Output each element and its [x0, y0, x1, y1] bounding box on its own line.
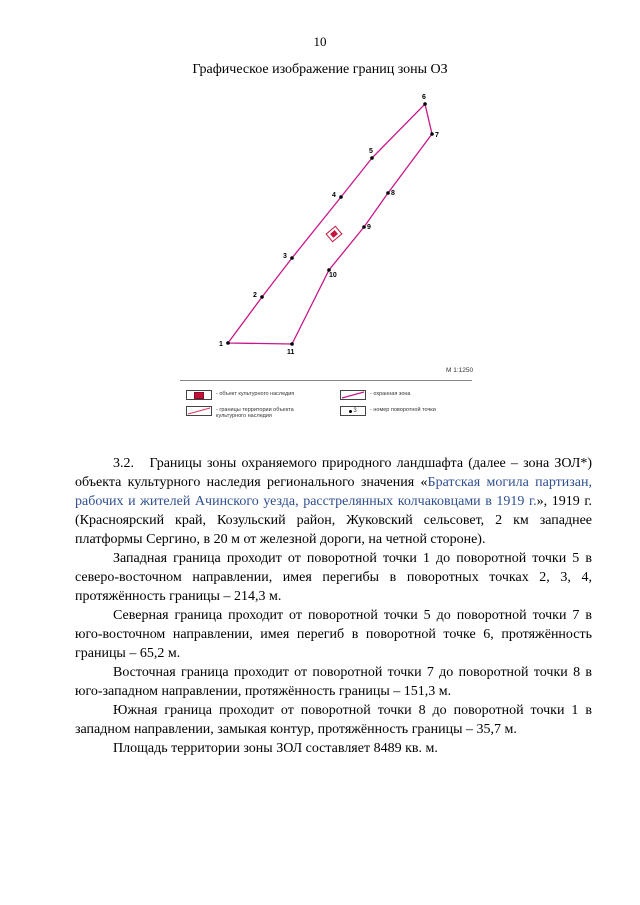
legend-divider — [180, 380, 472, 381]
legend-object-swatch — [186, 390, 212, 400]
legend-territory — [186, 406, 296, 420]
turning-point-marker — [362, 225, 366, 229]
turning-point-label: 10 — [329, 272, 337, 279]
turning-point-marker — [370, 156, 374, 160]
turning-point-label: 2 — [253, 292, 257, 299]
turning-point-marker — [430, 132, 434, 136]
turning-point-marker — [423, 102, 427, 106]
heritage-object-name: Братская могила партизан, рабочих и жителей Ачинского уезда, расстрелянных колчаковцами в 1919 г. — [75, 475, 592, 509]
turning-point-marker — [339, 195, 343, 199]
turning-point-label: 6 — [422, 94, 426, 101]
legend-point-label: - номер поворотной точки — [370, 407, 436, 413]
turning-points — [219, 94, 439, 356]
body-text — [75, 454, 592, 758]
figure-title: Графическое изображение границ зоны ОЗ — [192, 62, 448, 77]
turning-point-label: 7 — [435, 132, 439, 139]
legend-point — [340, 406, 436, 416]
legend-territory-label: - границы территории объекта культурного наследия — [216, 407, 294, 420]
paragraph-1-end: », 1919 г. (Красноярский край, Козульский район, Жуковский сельсовет, 2 км западнее платформы Сергино, в 20 м от железной дороги, на четной стороне). — [75, 494, 592, 547]
paragraph-south-boundary: Южная граница проходит от поворотной точки 8 до поворотной точки 1 в западном направлении, замыкая контур, протяжённость границы – 35,7 м. — [75, 703, 592, 737]
legend-territory-swatch — [186, 406, 212, 416]
turning-point-marker — [386, 191, 390, 195]
paragraph-1-start: Границы зоны охраняемого природного ландшафта (далее – зона ЗОЛ*) объекта культурного наследия регионального значения « — [75, 456, 592, 490]
turning-point-label: 11 — [287, 349, 295, 356]
legend-point-sample: 3 — [353, 408, 357, 414]
turning-point-marker — [260, 295, 264, 299]
turning-point-marker — [290, 256, 294, 260]
legend-zone-swatch — [340, 390, 366, 400]
paragraph-west-boundary: Западная граница проходит от поворотной точки 1 до поворотной точки 5 в северо-восточном направлении, имея перегибы в поворотных точках 2, 3, 4, протяжённость границы – 214,3 м. — [75, 551, 592, 604]
legend-zone — [340, 390, 410, 400]
zone-map — [0, 80, 640, 380]
legend-point-swatch — [340, 406, 366, 416]
paragraph-north-boundary: Северная граница проходит от поворотной точки 5 до поворотной точки 7 в юго-восточном направлении, имея перегиб в поворотной точке 6, протяжённость границы – 65,2 м. — [75, 608, 592, 661]
legend-object-label: - объект культурного наследия — [216, 391, 295, 397]
turning-point-label: 9 — [367, 224, 371, 231]
point-dot-icon — [349, 410, 352, 413]
map-scale: М 1:1250 — [446, 367, 474, 374]
heritage-object — [326, 226, 342, 241]
turning-point-marker — [226, 341, 230, 345]
legend-zone-label: - охранная зона — [370, 391, 411, 397]
page-number: 10 — [313, 34, 327, 49]
paragraph-1 — [75, 454, 592, 549]
turning-point-marker — [290, 342, 294, 346]
map-legend — [180, 389, 480, 429]
turning-point-label: 4 — [332, 192, 336, 199]
section-number: 3.2. — [113, 456, 134, 471]
turning-point-label: 8 — [391, 190, 395, 197]
zone-boundary — [228, 104, 432, 344]
paragraph-east-boundary: Восточная граница проходит от поворотной точки 7 до поворотной точки 8 в юго-западном направлении, протяжённость границы – 151,3 м. — [75, 665, 592, 699]
turning-point-label: 1 — [219, 341, 223, 348]
paragraph-area: Площадь территории зоны ЗОЛ составляет 8489 кв. м. — [113, 741, 438, 756]
turning-point-label: 3 — [283, 253, 287, 260]
legend-object — [186, 390, 294, 400]
turning-point-label: 5 — [369, 148, 373, 155]
